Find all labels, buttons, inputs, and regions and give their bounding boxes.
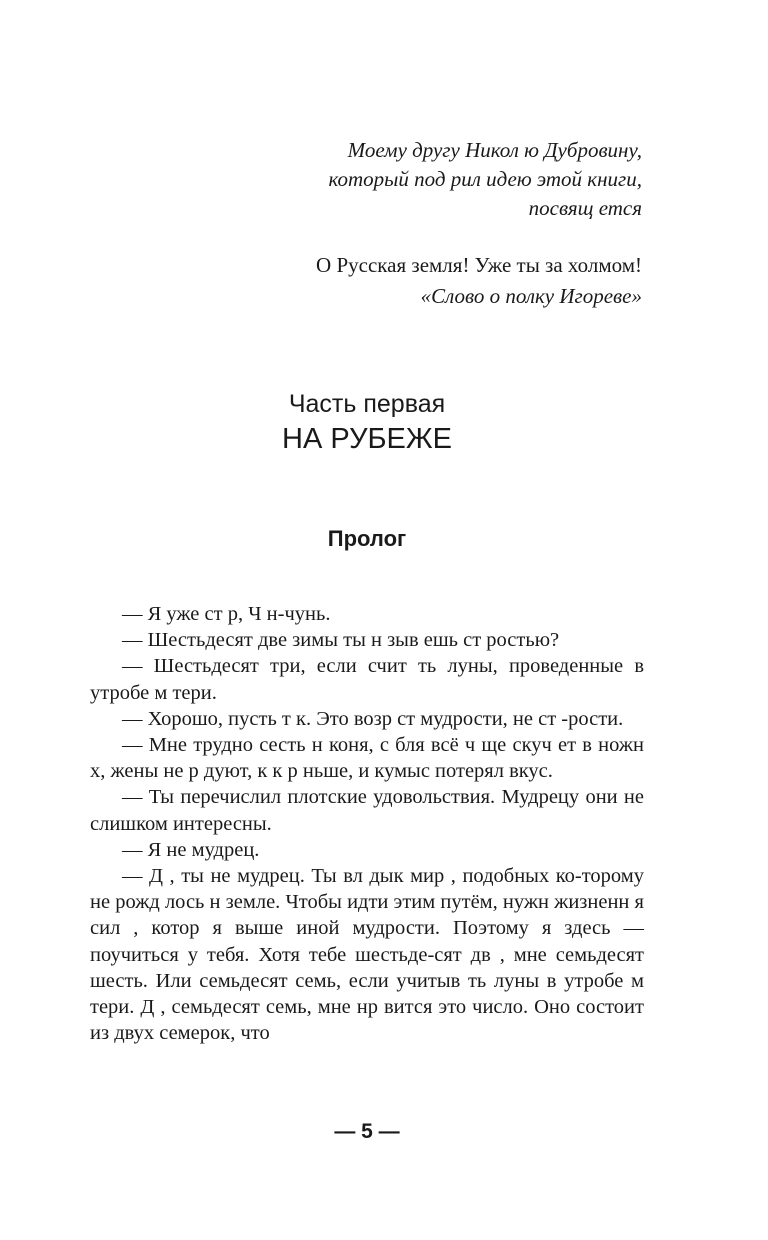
paragraph: — Шестьдесят две зимы ты н зыв ешь ст ростью?	[122, 629, 560, 652]
dedication-line-1: Моему другу Никол ю Дубровину,	[347, 138, 642, 162]
paragraph: — Хорошо, пусть т к. Это возр ст мудрости, не ст -рости.	[122, 707, 624, 730]
paragraph: — Д , ты не мудрец. Ты вл дык мир , подобных ко-торому не рожд лось н земле. Чтобы идти этим путём, нужн жизненн я сил , котор я выше иной мудрости. Поэтому я здесь — поучиться у тебя. Хотя тебе шестьде-сят дв , мне семьдесят шесть. Или семьдесят семь, если учитыв ть луны в утробе м тери. Д , семьдесят семь, мне нр вится это число. Оно состоит из двух семерок, что	[90, 865, 644, 1045]
dedication	[328, 136, 642, 223]
paragraph: — Шестьдесят три, если счит ть луны, проведенные в утробе м тери.	[90, 655, 644, 704]
chapter-title: Пролог	[327, 526, 407, 551]
paragraph: — Я не мудрец.	[122, 838, 260, 861]
part-title: НА РУБЕЖЕ	[282, 423, 452, 455]
page-number: — 5 —	[334, 1120, 400, 1143]
paragraph: — Мне трудно сесть н коня, с бля всё ч ще скуч ет в ножн х, жены не р дуют, к к р ньше, и кумыс потерял вкус.	[90, 734, 644, 783]
paragraph: — Я уже ст р, Ч н-чунь.	[122, 603, 331, 625]
epigraph-quote: О Русская земля! Уже ты за холмом!	[316, 253, 642, 277]
dedication-line-2: который под рил идею этой книги,	[328, 167, 642, 191]
part-label: Часть первая	[288, 390, 446, 418]
epigraph-source: «Слово о полку Игореве»	[420, 284, 642, 308]
paragraph: — Ты перечислил плотские удовольствия. Мудрецу они не слишком интересны.	[90, 786, 644, 835]
dedication-line-3: посвящ ется	[528, 196, 642, 220]
body-text	[90, 601, 644, 1046]
